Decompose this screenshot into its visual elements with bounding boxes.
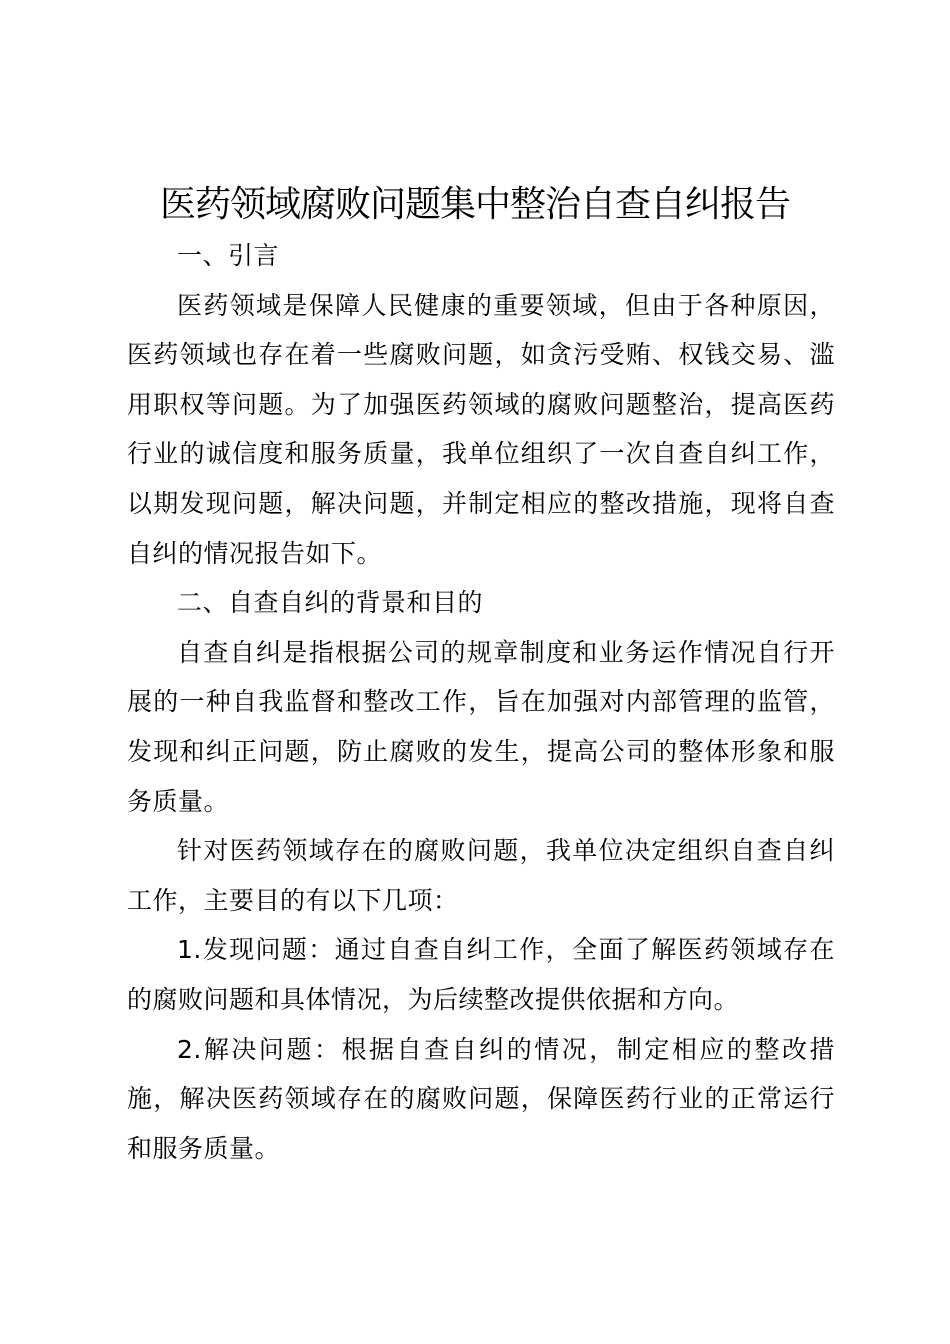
section-heading-introduction: 一、引言	[177, 241, 280, 270]
list-item: 1.发现问题：通过自查自纠工作，全面了解医药领域存在的腐败问题和具体情况，为后续整改提供依据和方向。	[127, 935, 835, 1014]
document-title: 医药领域腐败问题集中整治自查自纠报告	[159, 184, 790, 225]
body-paragraph: 自查自纠是指根据公司的规章制度和业务运作情况自行开展的一种自我监督和整改工作，旨在加强对内部管理的监管，发现和纠正问题，防止腐败的发生，提高公司的整体形象和服务质量。	[127, 637, 835, 816]
list-item: 2.解决问题：根据自查自纠的情况，制定相应的整改措施，解决医药领域存在的腐败问题，保障医药行业的正常运行和服务质量。	[127, 1034, 835, 1163]
document-body	[127, 231, 835, 1173]
section-heading-background: 二、自查自纠的背景和目的	[177, 588, 484, 618]
body-paragraph: 医药领域是保障人民健康的重要领域，但由于各种原因，医药领域也存在着一些腐败问题，如贪污受贿、权钱交易、滥用职权等问题。为了加强医药领域的腐败问题整治，提高医药行业的诚信度和服务质量，我单位组织了一次自查自纠工作，以期发现问题，解决问题，并制定相应的整改措施，现将自查自纠的情况报告如下。	[127, 290, 835, 568]
body-paragraph: 针对医药领域存在的腐败问题，我单位决定组织自查自纠工作，主要目的有以下几项：	[127, 836, 835, 915]
